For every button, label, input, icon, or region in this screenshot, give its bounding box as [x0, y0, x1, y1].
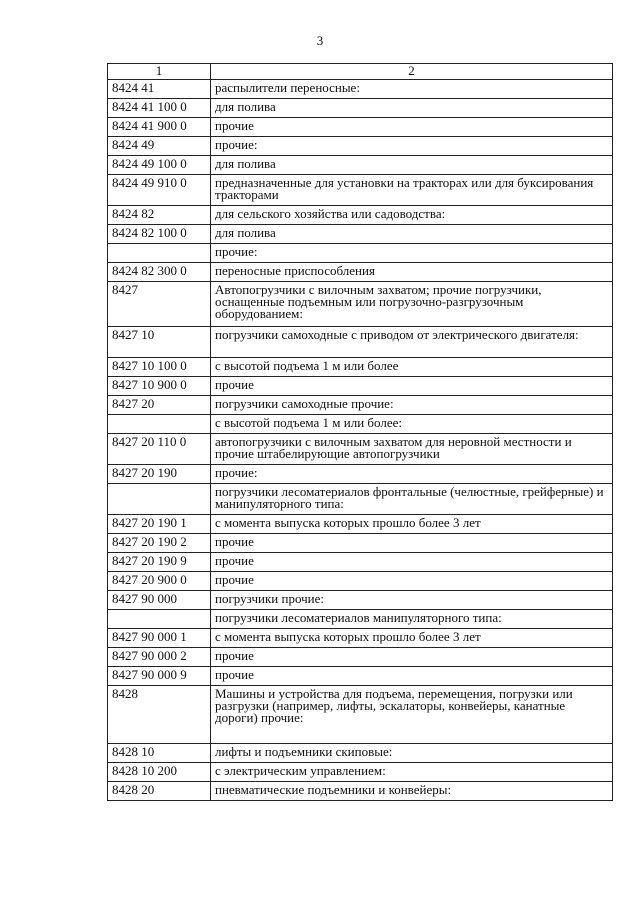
table-row: [108, 434, 613, 465]
description-cell: распылители переносные:: [211, 80, 613, 99]
description-cell: с момента выпуска которых прошло более 3 лет: [211, 629, 613, 648]
tnved-code-cell: 8427 10 900 0: [108, 377, 211, 396]
tnved-code-cell: 8427 20 190 1: [108, 515, 211, 534]
tnved-code-cell: 8427 20 190 9: [108, 553, 211, 572]
description-cell: для полива: [211, 99, 613, 118]
description-cell: прочие: [211, 648, 613, 667]
description-cell: погрузчики прочие:: [211, 591, 613, 610]
tnved-code-cell: [108, 610, 211, 629]
description-cell: Машины и устройства для подъема, перемещения, погрузки или разгрузки (например, лифты, эскалаторы, конвейеры, канатные дороги) прочие:: [211, 686, 613, 744]
table-row: [108, 156, 613, 175]
description-cell: прочие: [211, 118, 613, 137]
table-header-row: [108, 64, 613, 80]
tnved-code-cell: 8424 49 910 0: [108, 175, 211, 206]
description-cell: для полива: [211, 225, 613, 244]
page-number: 3: [316, 33, 324, 48]
table-row: [108, 515, 613, 534]
table-row: [108, 534, 613, 553]
tnved-code-cell: 8427: [108, 282, 211, 327]
tnved-code-cell: 8424 82 300 0: [108, 263, 211, 282]
table-row: [108, 629, 613, 648]
table-row: [108, 377, 613, 396]
tnved-code-cell: [108, 415, 211, 434]
tnved-code-cell: 8424 82 100 0: [108, 225, 211, 244]
tnved-code-cell: 8427 20 110 0: [108, 434, 211, 465]
table-row: [108, 744, 613, 763]
description-cell: переносные приспособления: [211, 263, 613, 282]
table-row: [108, 667, 613, 686]
table-row: [108, 118, 613, 137]
table-row: [108, 591, 613, 610]
tnved-code-cell: 8427 90 000 2: [108, 648, 211, 667]
description-cell: прочие:: [211, 465, 613, 484]
description-cell: с высотой подъема 1 м или более: [211, 358, 613, 377]
table-row: [108, 610, 613, 629]
table-row: [108, 465, 613, 484]
tnved-code-cell: [108, 244, 211, 263]
tnved-code-cell: 8427 90 000 1: [108, 629, 211, 648]
tnved-code-cell: 8428: [108, 686, 211, 744]
tnved-code-cell: 8424 82: [108, 206, 211, 225]
tnved-code-cell: 8424 41: [108, 80, 211, 99]
tnved-code-cell: 8424 41 900 0: [108, 118, 211, 137]
tnved-code-cell: 8424 49 100 0: [108, 156, 211, 175]
table-row: [108, 484, 613, 515]
table-row: [108, 225, 613, 244]
description-cell: предназначенные для установки на тракторах или для буксирования тракторами: [211, 175, 613, 206]
table-row: [108, 648, 613, 667]
tnved-code-cell: 8428 10: [108, 744, 211, 763]
table-row: [108, 782, 613, 801]
description-cell: прочие:: [211, 244, 613, 263]
table-row: [108, 206, 613, 225]
table-row: [108, 137, 613, 156]
table-row: [108, 99, 613, 118]
description-cell: прочие:: [211, 137, 613, 156]
description-cell: для сельского хозяйства или садоводства:: [211, 206, 613, 225]
description-cell: пневматические подъемники и конвейеры:: [211, 782, 613, 801]
table-row: [108, 282, 613, 327]
tnved-code-cell: 8424 49: [108, 137, 211, 156]
description-cell: автопогрузчики с вилочным захватом для неровной местности и прочие штабелирующие автопогрузчики: [211, 434, 613, 465]
description-cell: для полива: [211, 156, 613, 175]
table-row: [108, 763, 613, 782]
tnved-code-cell: 8428 10 200: [108, 763, 211, 782]
description-cell: погрузчики лесоматериалов манипуляторного типа:: [211, 610, 613, 629]
tnved-code-cell: 8427 20 190 2: [108, 534, 211, 553]
description-cell: лифты и подъемники скиповые:: [211, 744, 613, 763]
tnved-code-cell: 8427 10: [108, 327, 211, 358]
tnved-code-cell: 8424 41 100 0: [108, 99, 211, 118]
tnved-code-cell: 8427 90 000 9: [108, 667, 211, 686]
description-cell: погрузчики самоходные прочие:: [211, 396, 613, 415]
description-cell: погрузчики лесоматериалов фронтальные (челюстные, грейферные) и манипуляторного типа:: [211, 484, 613, 515]
table-row: [108, 358, 613, 377]
table-row: [108, 686, 613, 744]
table-body: [108, 80, 613, 801]
description-cell: погрузчики самоходные с приводом от электрического двигателя:: [211, 327, 613, 358]
description-cell: с электрическим управлением:: [211, 763, 613, 782]
tnved-code-cell: 8428 20: [108, 782, 211, 801]
tariff-code-table: [107, 63, 613, 801]
description-cell: прочие: [211, 572, 613, 591]
column-header-description: 2: [211, 64, 613, 80]
tnved-code-cell: 8427 20 900 0: [108, 572, 211, 591]
description-cell: с высотой подъема 1 м или более:: [211, 415, 613, 434]
table-row: [108, 553, 613, 572]
description-cell: с момента выпуска которых прошло более 3 лет: [211, 515, 613, 534]
tnved-code-cell: 8427 20: [108, 396, 211, 415]
table-row: [108, 396, 613, 415]
tnved-code-cell: [108, 484, 211, 515]
table-row: [108, 244, 613, 263]
description-cell: прочие: [211, 377, 613, 396]
table-row: [108, 572, 613, 591]
table-row: [108, 415, 613, 434]
tnved-code-cell: 8427 20 190: [108, 465, 211, 484]
table-row: [108, 175, 613, 206]
description-cell: прочие: [211, 667, 613, 686]
table-row: [108, 263, 613, 282]
description-cell: Автопогрузчики с вилочным захватом; прочие погрузчики, оснащенные подъемным или погрузочно-разгрузочным оборудованием:: [211, 282, 613, 327]
tnved-code-cell: 8427 10 100 0: [108, 358, 211, 377]
description-cell: прочие: [211, 534, 613, 553]
column-header-code: 1: [108, 64, 211, 80]
table-row: [108, 80, 613, 99]
description-cell: прочие: [211, 553, 613, 572]
tnved-code-cell: 8427 90 000: [108, 591, 211, 610]
table-row: [108, 327, 613, 358]
